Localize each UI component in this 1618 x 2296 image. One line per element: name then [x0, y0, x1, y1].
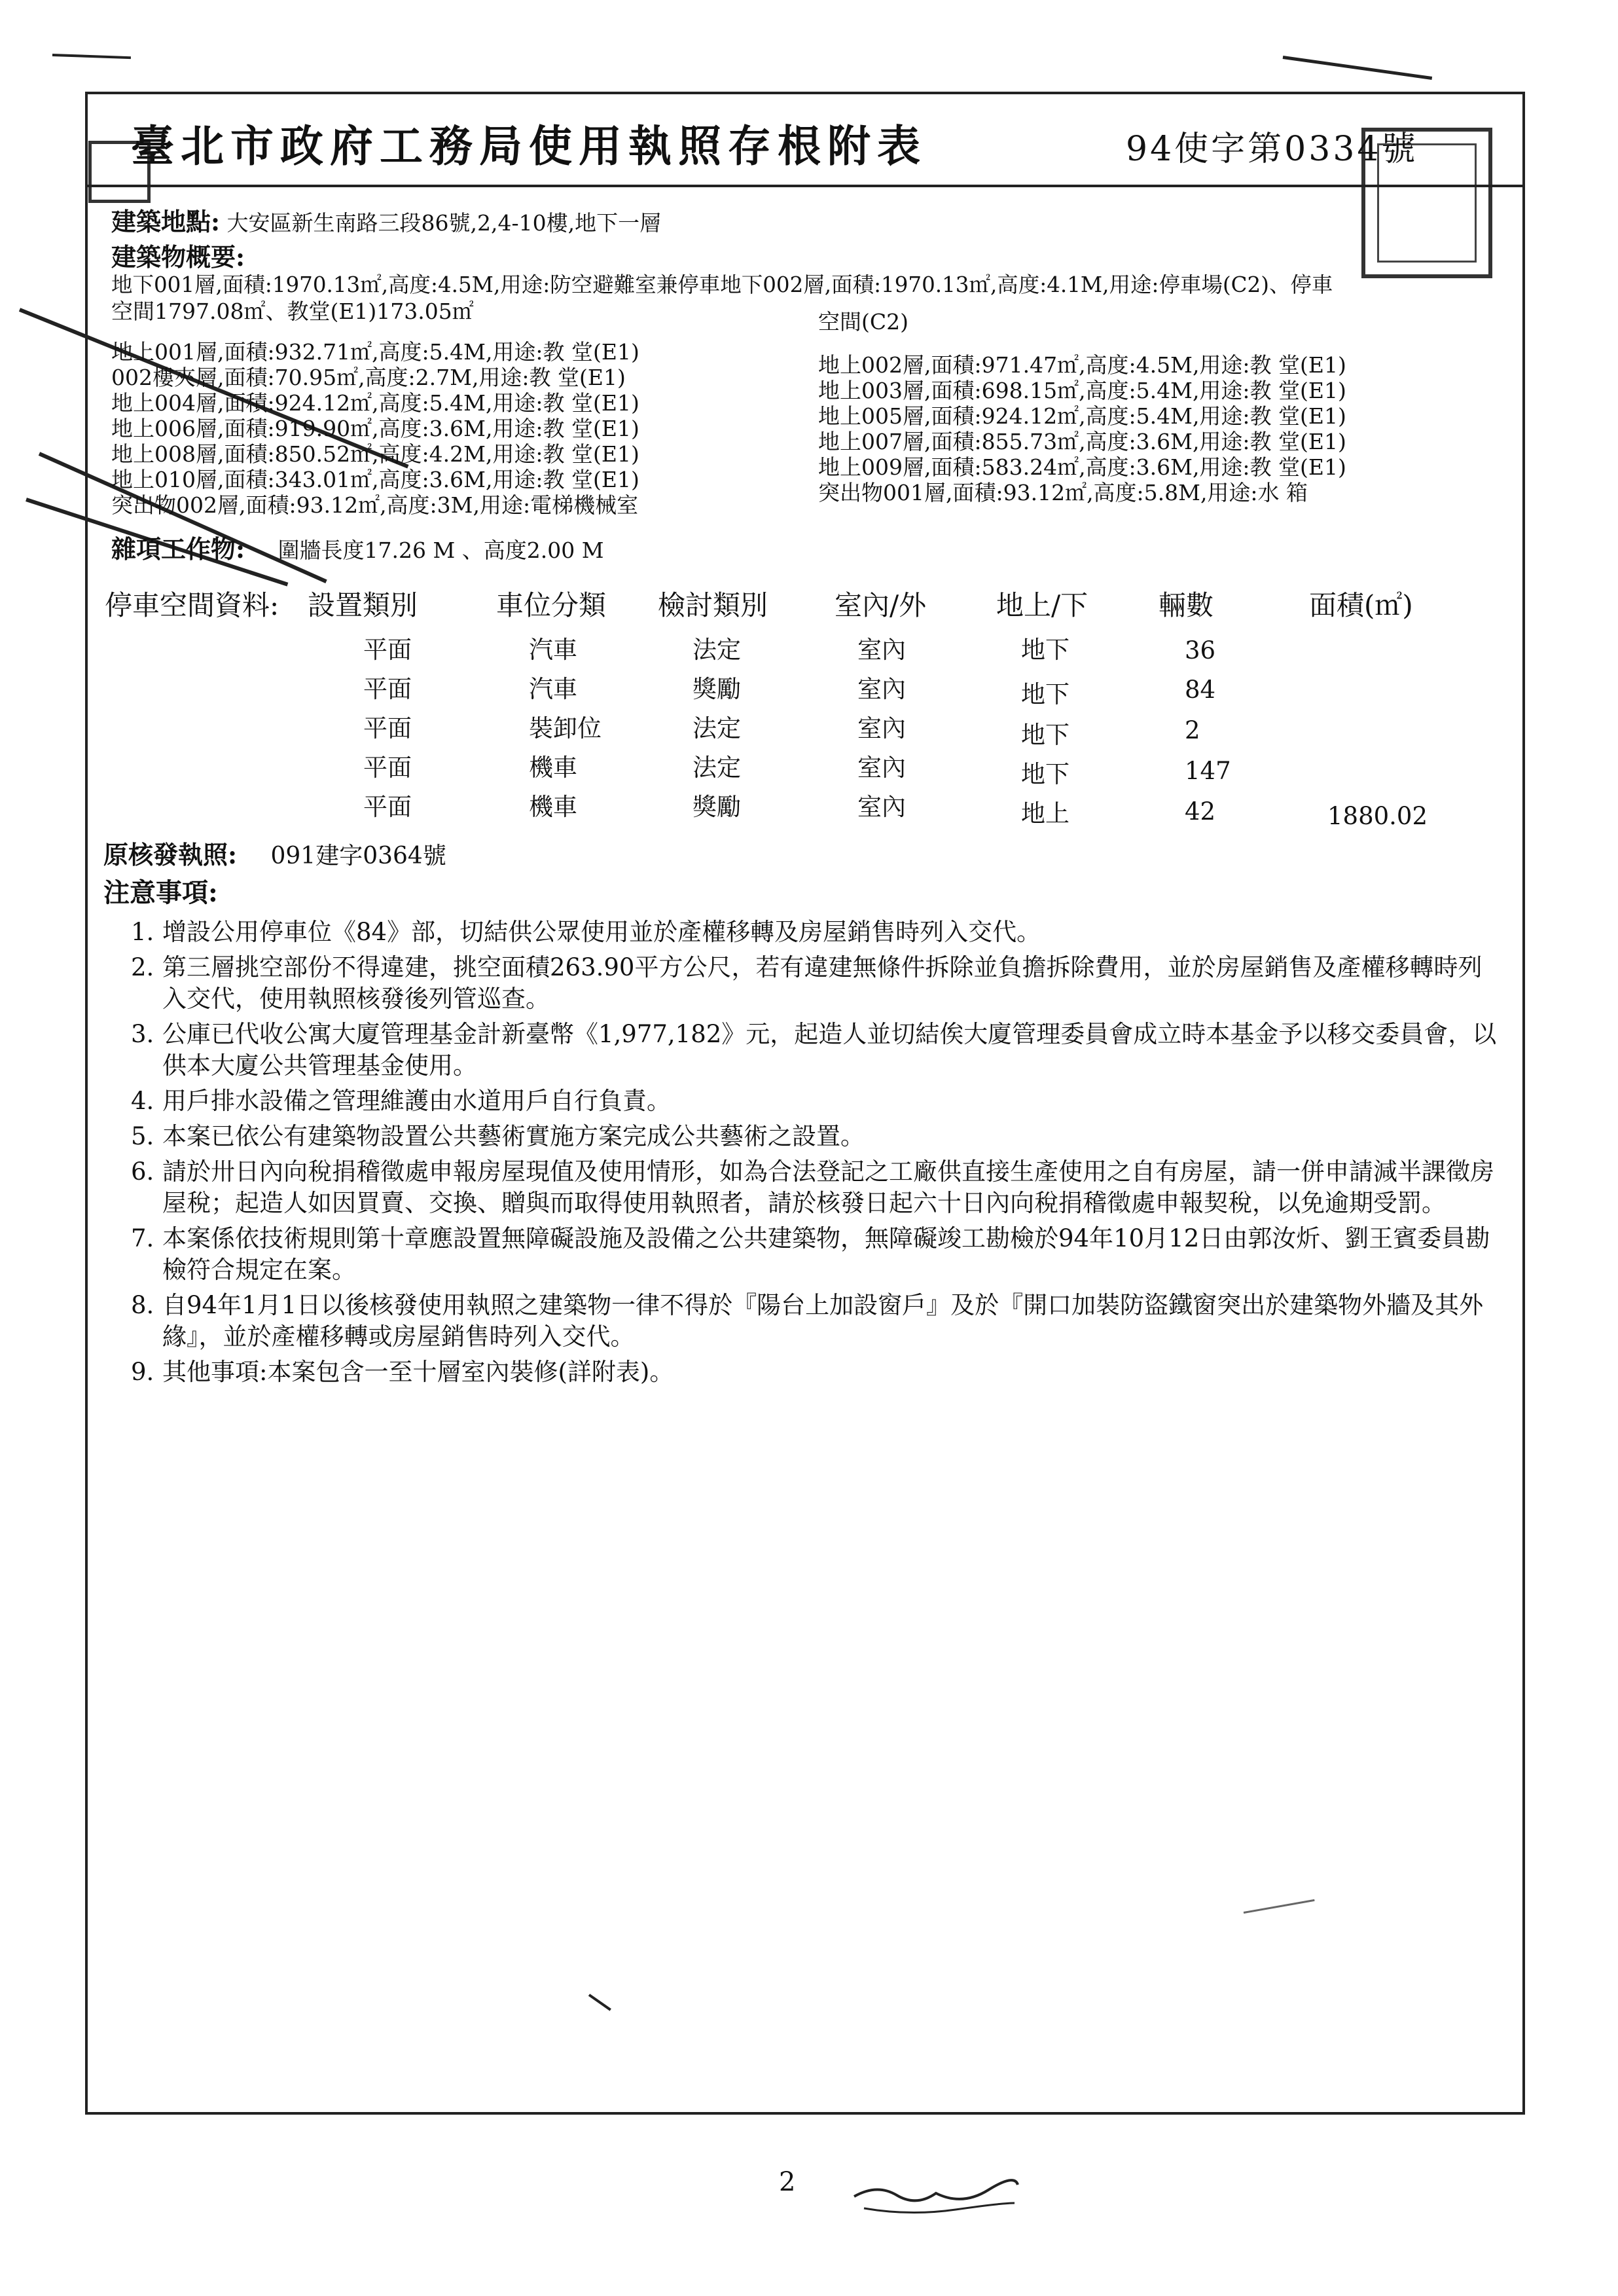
cell-review-class: 法定	[692, 636, 741, 664]
note-number: 7.	[131, 1224, 154, 1252]
cell-indoor-outdoor: 室內	[857, 793, 906, 821]
cell-setup-type: 平面	[363, 675, 412, 703]
right-floor-item: 地上002層,面積:971.47㎡,高度:4.5M,用途:教 堂(E1)	[818, 352, 1346, 378]
misc-works-value: 圍牆長度17.26 M 、高度2.00 M	[278, 538, 604, 563]
notes-label: 注意事項:	[103, 877, 218, 908]
note-text: 本案已依公有建築物設置公共藝術實施方案完成公共藝術之設置。	[162, 1122, 865, 1150]
cell-indoor-outdoor: 室內	[857, 754, 906, 782]
overview-basement-line2-left: 空間1797.08㎡、教堂(E1)173.05㎡	[111, 299, 474, 324]
note-text: 其他事項:本案包含一至十層室內裝修(詳附表)。	[162, 1358, 674, 1386]
left-floor-item: 地上006層,面積:919.90㎡,高度:3.6M,用途:教 堂(E1)	[111, 416, 639, 441]
list-item	[131, 1357, 1505, 1388]
right-floor-item: 地上009層,面積:583.24㎡,高度:3.6M,用途:教 堂(E1)	[818, 454, 1346, 480]
cell-space-class: 汽車	[529, 636, 577, 664]
original-permit-value: 091建字0364號	[270, 843, 446, 869]
list-item	[131, 1156, 1505, 1219]
cell-space-class: 汽車	[529, 675, 577, 703]
cell-above-below: 地上	[1021, 799, 1070, 828]
right-floor-item: 地上003層,面積:698.15㎡,高度:5.4M,用途:教 堂(E1)	[818, 378, 1346, 403]
cell-count: 42	[1185, 797, 1216, 826]
right-floor-item: 地上005層,面積:924.12㎡,高度:5.4M,用途:教 堂(E1)	[818, 403, 1346, 429]
note-text: 本案係依技術規則第十章應設置無障礙設施及設備之公共建築物，無障礙竣工勘檢於94年10月12日由郭汝炘、劉王賓委員勘檢符合規定在案。	[162, 1224, 1490, 1284]
note-number: 2.	[131, 953, 154, 981]
cell-above-below: 地下	[1021, 721, 1070, 749]
misc-works-row	[111, 536, 604, 563]
col-header-setup-type: 設置類別	[308, 589, 418, 621]
cell-count: 2	[1185, 716, 1200, 744]
left-floor-item: 地上008層,面積:850.52㎡,高度:4.2M,用途:教 堂(E1)	[111, 441, 639, 467]
col-header-above-below: 地上/下	[996, 589, 1088, 621]
note-text: 用戶排水設備之管理維護由水道用戶自行負責。	[162, 1087, 671, 1115]
col-header-indoor-outdoor: 室內/外	[835, 589, 927, 621]
list-item	[131, 917, 1505, 948]
cell-review-class: 獎勵	[692, 793, 741, 821]
cell-area: 1880.02	[1327, 802, 1428, 830]
title-rule	[85, 185, 1525, 187]
cell-setup-type: 平面	[363, 754, 412, 782]
cell-setup-type: 平面	[363, 793, 412, 821]
original-permit-row	[103, 841, 446, 869]
corner-mark-top-left	[52, 54, 131, 59]
cell-setup-type: 平面	[363, 636, 412, 664]
page-number: 2	[779, 2167, 796, 2197]
list-item	[131, 1085, 1505, 1117]
right-floor-item: 突出物001層,面積:93.12㎡,高度:5.8M,用途:水 箱	[818, 480, 1308, 505]
col-header-space-class: 車位分類	[496, 589, 607, 621]
left-floor-item: 002樓夾層,面積:70.95㎡,高度:2.7M,用途:教 堂(E1)	[111, 365, 626, 390]
cell-review-class: 法定	[692, 714, 741, 742]
left-floor-item: 地上004層,面積:924.12㎡,高度:5.4M,用途:教 堂(E1)	[111, 390, 639, 416]
list-item	[131, 1121, 1505, 1152]
cell-space-class: 裝卸位	[529, 714, 602, 742]
col-header-count: 輛數	[1159, 589, 1214, 621]
cell-above-below: 地下	[1021, 680, 1070, 708]
original-permit-label: 原核發執照:	[103, 840, 238, 869]
cell-space-class: 機車	[529, 754, 577, 782]
cell-indoor-outdoor: 室內	[857, 675, 906, 703]
note-text: 第三層挑空部份不得違建，挑空面積263.90平方公尺，若有違建無條件拆除並負擔拆除費用，並於房屋銷售及產權移轉時列入交代，使用執照核發後列管巡查。	[162, 953, 1483, 1013]
col-header-area: 面積(㎡)	[1309, 589, 1413, 621]
cell-indoor-outdoor: 室內	[857, 636, 906, 664]
title-row	[85, 111, 1525, 190]
note-number: 9.	[131, 1358, 154, 1386]
list-item	[131, 1290, 1505, 1353]
notes-list	[131, 917, 1505, 1392]
misc-works-label: 雜項工作物:	[111, 534, 245, 564]
cell-space-class: 機車	[529, 793, 577, 821]
col-header-review-class: 檢討類別	[658, 589, 768, 621]
note-number: 6.	[131, 1157, 154, 1186]
site-value: 大安區新生南路三段86號,2,4-10樓,地下一層	[226, 210, 662, 236]
left-floor-item: 突出物002層,面積:93.12㎡,高度:3M,用途:電梯機械室	[111, 492, 639, 518]
note-number: 1.	[131, 918, 154, 946]
overview-basement-line2-right: 空間(C2)	[818, 309, 908, 335]
site-row	[111, 208, 661, 236]
left-floor-item: 地上001層,面積:932.71㎡,高度:5.4M,用途:教 堂(E1)	[111, 339, 639, 365]
right-floor-item: 地上007層,面積:855.73㎡,高度:3.6M,用途:教 堂(E1)	[818, 429, 1346, 454]
cell-above-below: 地下	[1021, 760, 1070, 788]
note-number: 3.	[131, 1020, 154, 1048]
note-text: 增設公用停車位《84》部，切結供公眾使用並於產權移轉及房屋銷售時列入交代。	[162, 918, 1041, 946]
note-text: 自94年1月1日以後核發使用執照之建築物一律不得於『陽台上加設窗戶』及於『開口加裝防盜鐵窗突出於建築物外牆及其外緣』，並於產權移轉或房屋銷售時列入交代。	[162, 1291, 1484, 1351]
corner-mark-top-right	[1283, 56, 1432, 80]
cell-count: 84	[1185, 676, 1216, 704]
left-floor-item: 地上010層,面積:343.01㎡,高度:3.6M,用途:教 堂(E1)	[111, 467, 639, 492]
cell-above-below: 地下	[1021, 636, 1070, 664]
list-item	[131, 1019, 1505, 1082]
document-title: 臺北市政府工務局使用執照存根附表	[131, 120, 927, 172]
cell-indoor-outdoor: 室內	[857, 714, 906, 742]
permit-number: 94使字第0334號	[1126, 130, 1418, 169]
signature-icon	[851, 2177, 1021, 2216]
cell-count: 36	[1185, 636, 1216, 665]
list-item	[131, 952, 1505, 1015]
list-item	[131, 1223, 1505, 1286]
note-number: 4.	[131, 1087, 154, 1115]
site-label: 建築地點:	[111, 207, 221, 236]
overview-label: 建築物概要:	[111, 242, 245, 272]
overview-basement-line1: 地下001層,面積:1970.13㎡,高度:4.5M,用途:防空避難室兼停車地下002層,面積:1970.13㎡,高度:4.1M,用途:停車場(C2)、停車	[111, 272, 1333, 297]
note-number: 8.	[131, 1291, 154, 1319]
cell-count: 147	[1185, 757, 1231, 785]
note-number: 5.	[131, 1122, 154, 1150]
note-text: 請於卅日內向稅捐稽徵處申報房屋現值及使用情形，如為合法登記之工廠供直接生產使用之自有房屋，請一併申請減半課徵房屋稅；起造人如因買賣、交換、贈與而取得使用執照者，請於核發日起六十日內向稅捐稽徵處申報契稅，以免逾期受罰。	[162, 1157, 1494, 1217]
cell-setup-type: 平面	[363, 714, 412, 742]
note-text: 公庫已代收公寓大廈管理基金計新臺幣《1,977,182》元，起造人並切結俟大廈管理委員會成立時本基金予以移交委員會，以供本大廈公共管理基金使用。	[162, 1020, 1497, 1080]
parking-label: 停車空間資料:	[105, 589, 279, 621]
cell-review-class: 獎勵	[692, 675, 741, 703]
cell-review-class: 法定	[692, 754, 741, 782]
